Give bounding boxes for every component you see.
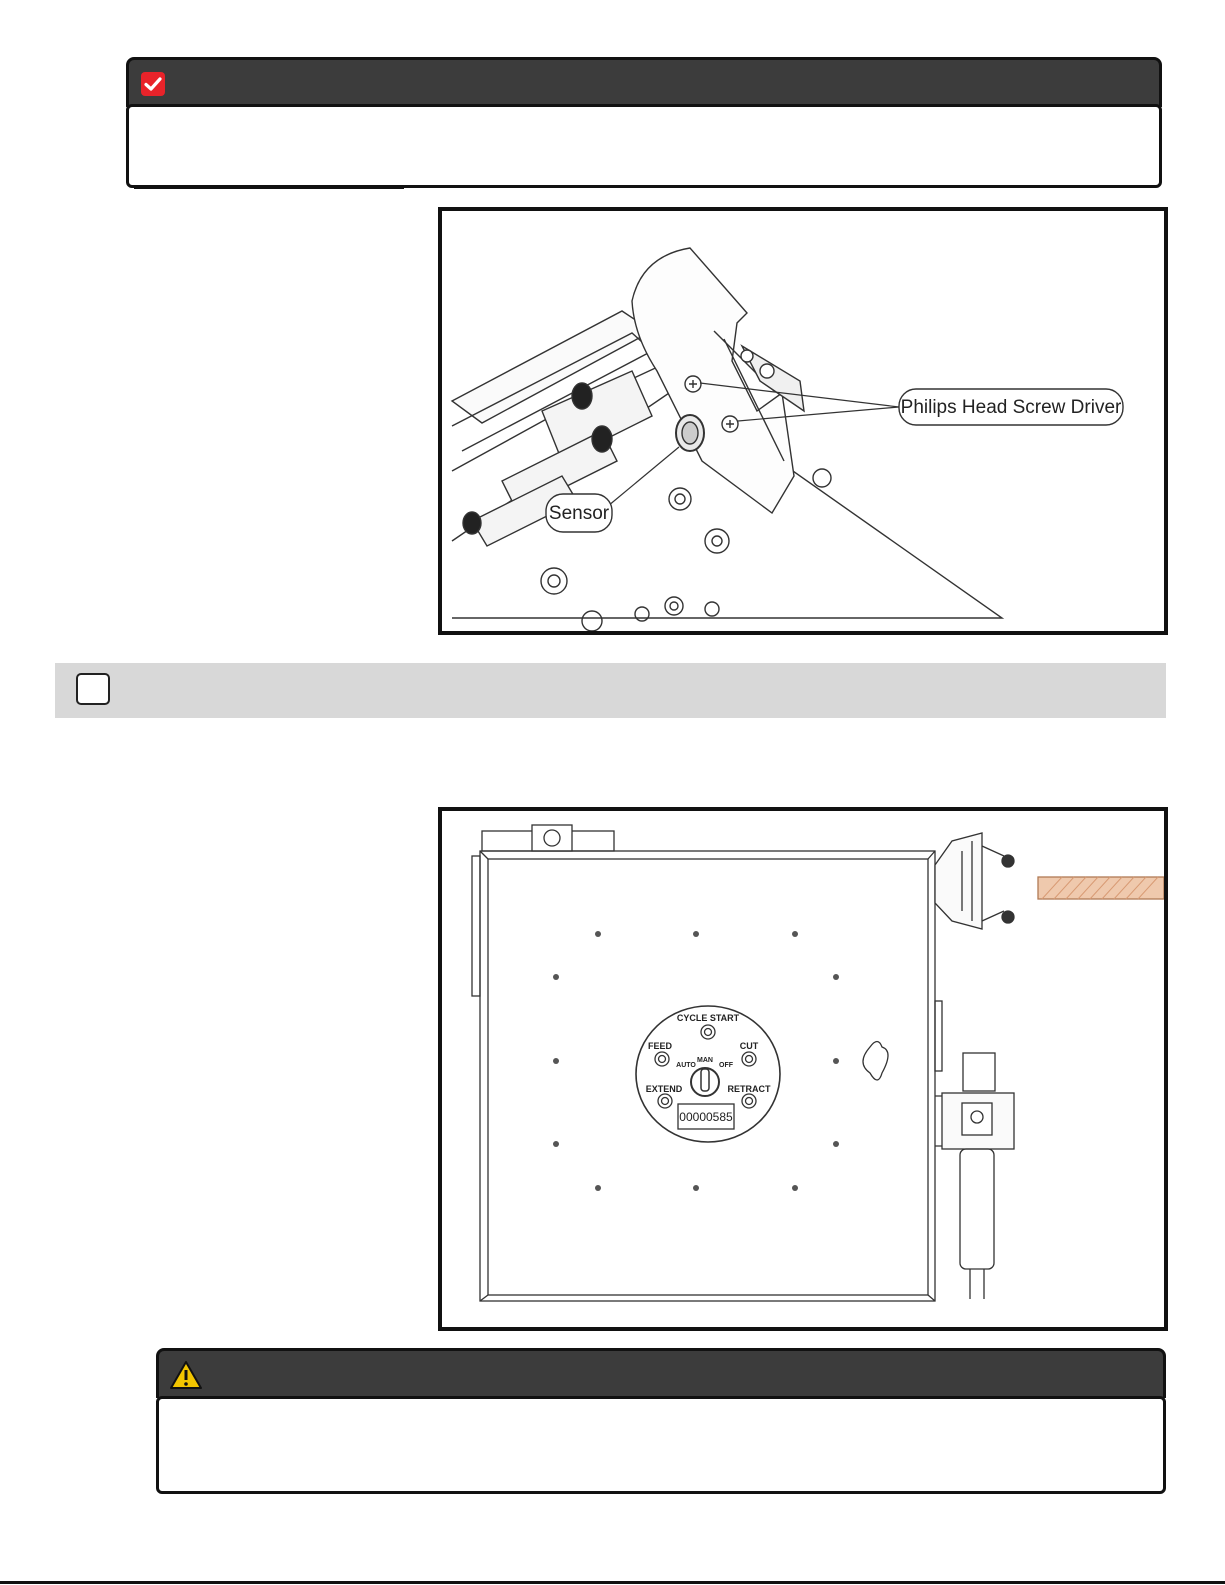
feed-label: FEED xyxy=(647,1041,673,1051)
cut-label: CUT xyxy=(739,1041,759,1051)
serial-number: 00000585 xyxy=(679,1110,733,1124)
warning-callout-body xyxy=(156,1396,1166,1494)
check-callout-body xyxy=(126,104,1162,188)
checkmark-icon xyxy=(141,72,165,96)
screwdriver-callout: Philips Head Screw Driver xyxy=(900,397,1122,418)
callout-underline xyxy=(134,187,404,189)
retract-label: RETRACT xyxy=(727,1084,771,1094)
step-bar xyxy=(55,663,1166,718)
page-bottom-rule xyxy=(0,1581,1225,1584)
control-panel-figure xyxy=(438,807,1168,1331)
warning-callout-header xyxy=(156,1348,1166,1398)
warning-icon xyxy=(169,1359,203,1391)
off-label: OFF xyxy=(719,1062,733,1069)
auto-label: AUTO xyxy=(676,1062,696,1069)
extend-label: EXTEND xyxy=(645,1084,683,1094)
cycle-start-label: CYCLE START xyxy=(676,1013,740,1023)
sensor-callout: Sensor xyxy=(548,503,610,524)
check-callout-header xyxy=(126,57,1162,107)
man-label: MAN xyxy=(697,1057,713,1064)
sensor-adjustment-figure xyxy=(438,207,1168,635)
step-checkbox[interactable] xyxy=(76,673,110,705)
